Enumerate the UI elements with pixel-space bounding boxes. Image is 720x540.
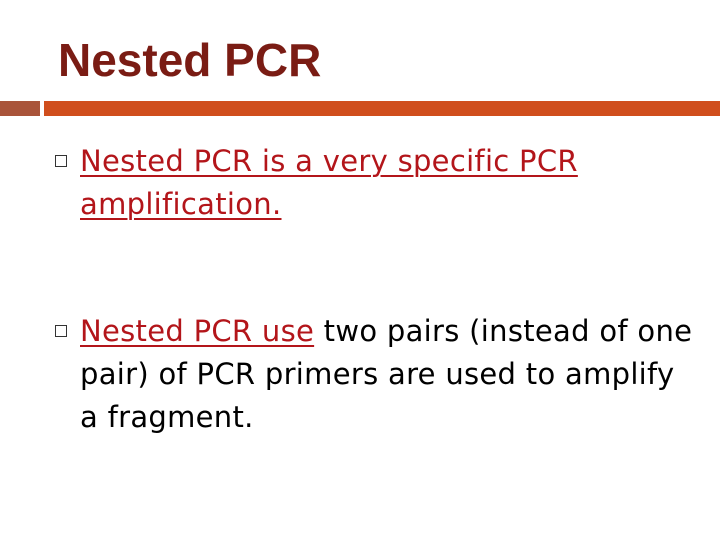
title-rule-accent-bar <box>44 101 720 116</box>
bullet-text <box>80 140 695 226</box>
slide-title: Nested PCR <box>58 34 322 86</box>
title-rule-left-segment <box>0 101 40 116</box>
bullet-square-icon <box>55 325 67 337</box>
bullet-square-icon <box>55 155 67 167</box>
bullet-link[interactable]: Nested PCR use <box>80 314 315 348</box>
bullet-body: two pairs (instead of one pair) of PCR primers are used to amplify a fragment. <box>80 314 693 434</box>
bullet-text <box>80 310 695 439</box>
bullet-link[interactable]: Nested PCR is a very specific PCR amplification. <box>80 144 578 221</box>
